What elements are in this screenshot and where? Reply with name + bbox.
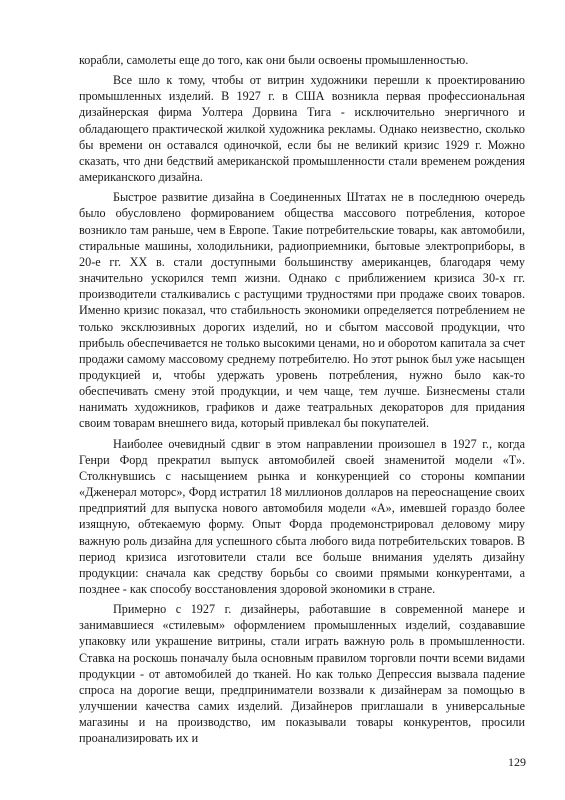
paragraph-mass-consumption: Быстрое развитие дизайна в Соединенных Штатах не в последнюю очередь было обусловлено формированием общества массового потребления, которое возникло там раньше, чем в Европе. Такие потребительские товары, как автомобили, стиральные машины, холодильники, радиоприемники, бытовые электроприборы, в 20-е гг. XX в. стали доступными большинству американцев, благодаря чему значительно ускорился темп жизни. Однако с приближением кризиса 30-х гг. производители сталкивались с растущими трудностями при продаже своих товаров. Именно кризис показал, что стабильность экономики определяется потреблением не только эксклюзивных дорогих изделий, но и сбытом массовой продукции, что прибыль обеспечивается не только высокими ценами, но и оборотом капитала за счет продажи самому массовому среднему потребителю. Но этот рынок был уже насыщен продукцией и, чтобы удержать уровень потребления, нужно было как-то обеспечивать смену этой продукции, и чем чаще, тем лучше. Бизнесмены стали нанимать художников, графиков и даже театральных декораторов для придания своим товарам внешнего вида, который привлекал бы покупателей. xyxy=(79,190,525,431)
paragraph-styling-designers: Примерно с 1927 г. дизайнеры, работавшие в современной манере и занимавшиеся «стилевым» оформлением промышленных изделий, создававшие упаковку или украшение витрины, стали играть важную роль в промышленности. Ставка на роскошь поначалу была основным правилом торговли почти всеми видами продукции - от автомобилей до тканей. Но как только Депрессия вызвала падение спроса на дорогие вещи, предприниматели воззвали к дизайнерам за помощью в улучшении качества самих изделий. Дизайнеров приглашали в универсальные магазины и на производство, им показывали товары конкурентов, просили проанализировать их и xyxy=(79,602,525,746)
body-text xyxy=(79,52,525,747)
paragraph-first-design-firm: Все шло к тому, чтобы от витрин художники перешли к проектированию промышленных изделий. В 1927 г. в США возникла первая профессиональная дизайнерская фирма Уолтера Дорвина Тига - исключительно энергичного и обладающего практической жилкой художника рекламы. Однако неизвестно, сколько бы времени он оставался одиночкой, если бы не великий кризис 1929 г. Можно сказать, что дни бедствий американской промышленности стали временем рождения американского дизайна. xyxy=(79,73,525,185)
paragraph-ford-model: Наиболее очевидный сдвиг в этом направлении произошел в 1927 г., когда Генри Форд прекратил выпуск автомобилей своей знаменитой модели «Т». Столкнувшись с насыщением рынка и конкуренцией со стороны компании «Дженерал моторс», Форд истратил 18 миллионов долларов на переоснащение своих предприятий для выпуска нового автомобиля модели «А», имевшей гораздо более изящную, обтекаемую форму. Опыт Форда продемонстрировал деловому миру важную роль дизайна для успешного сбыта любого вида потребительских товаров. В период кризиса изготовители стали все больше внимания уделять дизайну продукции: сначала как средству борьбы со своими прямыми конкурентами, а позднее - как способу восстановления здоровой экономики в стране. xyxy=(79,436,525,596)
page-number: 129 xyxy=(508,755,526,769)
paragraph-continuation: корабли, самолеты еще до того, как они были освоены промышленностью. xyxy=(79,53,469,67)
